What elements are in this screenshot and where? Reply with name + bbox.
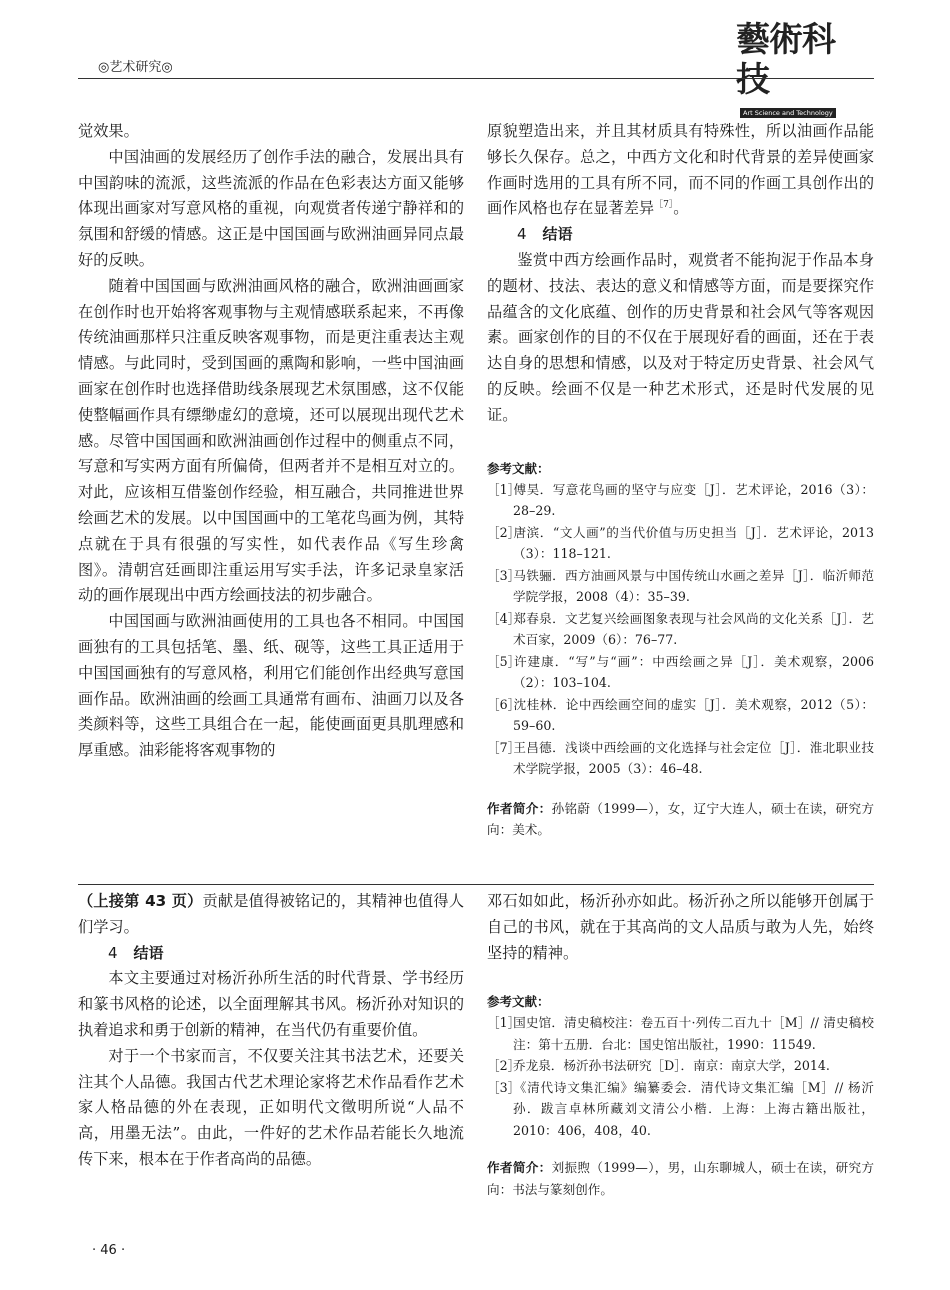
paragraph: 本文主要通过对杨沂孙所生活的时代背景、学书经历和篆书风格的论述，以全面理解其书风。杨沂孙对知识的执着追求和勇于创新的精神，在当代仍有重要价值。 (78, 969, 464, 1039)
reference-item: ［3］《清代诗文集汇编》编纂委会．清代诗文集汇编［M］// 杨沂孙．跋言卓林所藏刘文清公小楷．上海：上海古籍出版社，2010：406，408，40. (487, 1079, 874, 1138)
reference-item: ［6］沈桂林．论中西绘画空间的虚实［J］．美术观察，2012（5）：59–60. (487, 696, 874, 734)
paragraph: 觉效果。 (78, 122, 139, 140)
reference-item: ［3］马铁骊．西方油画风景与中国传统山水画之差异［J］．临沂师范学院学报，2008（4）：35–39. (487, 567, 874, 605)
paragraph: 中国油画的发展经历了创作手法的融合，发展出具有中国韵味的流派，这些流派的作品在色彩表达方面又能够体现出画家对写意风格的重视，向观赏者传递宁静祥和的氛围和舒缓的情感。这正是中国国画与欧洲油画异同点最好的反映。 (78, 147, 464, 269)
article-divider (78, 884, 874, 885)
reference-item: ［4］郑春泉．文艺复兴绘画图象表现与社会风尚的文化关系［J］．艺术百家，2009（6）：76–77. (487, 610, 874, 648)
logo-subtitle: Art Science and Technology (740, 108, 836, 118)
journal-logo (736, 20, 846, 117)
reference-item: ［1］傅昊．写意花鸟画的坚守与应变［J］．艺术评论，2016（3）：28–29. (487, 481, 874, 519)
reference-list (487, 1012, 874, 1141)
references-title: 参考文献： (487, 460, 550, 476)
section-heading: 4 结语 (517, 225, 573, 244)
paragraph: 对于一个书家而言，不仅要关注其书法艺术，还要关注其个人品德。我国古代艺术理论家将艺术作品看作艺术家人格品德的外在表现，正如明代文徵明所说“人品不高，用墨无法”。由此，一件好的艺术作品若能长久地流传下来，根本在于作者高尚的品德。 (78, 1046, 464, 1168)
paragraph: 邓石如如此，杨沂孙亦如此。杨沂孙之所以能够开创属于自己的书风，就在于其高尚的文人品质与敢为人先，始终坚持的精神。 (487, 892, 874, 962)
reference-item: ［2］乔龙泉．杨沂孙书法研究［D］．南京：南京大学，2014. (487, 1058, 830, 1074)
paragraph: 鉴赏中西方绘画作品时，观赏者不能拘泥于作品本身的题材、技法、表达的意义和情感等方面，而是要探究作品蕴含的文化底蕴、创作的历史背景和社会风气等客观因素。画家创作的目的不仅在于展现好看的画面，还在于表达自身的思想和情感，以及对于特定历史背景、社会风气的反映。绘画不仅是一种艺术形式，还是时代发展的见证。 (487, 250, 874, 424)
paragraph: （上接第 43 页）贡献是值得被铭记的，其精神也值得人们学习。 (78, 892, 464, 936)
reference-list (487, 479, 874, 780)
reference-item: ［7］王昌德．浅谈中西绘画的文化选择与社会定位［J］．淮北职业技术学院学报，2005（3）：46–48. (487, 739, 874, 777)
bottom-right-column (487, 889, 874, 1200)
continuation-label: （上接第 43 页） (78, 892, 203, 910)
header-rule (78, 78, 874, 79)
author-info: 作者简介：刘振煦（1999—），男，山东聊城人，硕士在读，研究方向：书法与篆刻创作。 (487, 1160, 874, 1197)
bottom-left-column (78, 889, 464, 1173)
reference-item: ［5］许建康．“写”与“画”：中西绘画之异［J］．美术观察，2006（2）：103–104. (487, 653, 874, 691)
paragraph: 原貌塑造出来，并且其材质具有特殊性，所以油画作品能够长久保存。总之，中西方文化和时代背景的差异使画家作画时选用的工具有所不同，而不同的作画工具创作出的画作风格也存在显著差异$^{[7]}$。 (487, 122, 874, 218)
top-left-column (78, 119, 464, 764)
section-tag: ◎艺术研究◎ (98, 60, 173, 75)
author-info: 作者简介：孙铭蔚（1999—），女，辽宁大连人，硕士在读，研究方向：美术。 (487, 800, 874, 838)
logo-title: 藝術科技 (736, 20, 835, 100)
reference-item: ［1］国史馆．清史稿校注：卷五百十·列传二百九十［M］// 清史稿校注：第十五册．台北：国史馆出版社，1990：11549. (487, 1015, 874, 1052)
paragraph: 随着中国国画与欧洲油画风格的融合，欧洲油画画家在创作时也开始将客观事物与主观情感联系起来，不再像传统油画那样只注重反映客观事物，而是更注重表达主观情感。与此同时，受到国画的熏陶和影响，一些中国油画画家在创作时也选择借助线条展现艺术氛围感，这不仅能使整幅画作具有缥缈虚幻的意境，还可以展现出现代艺术感。尽管中国国画和欧洲油画创作过程中的侧重点不同，写意和写实两方面有所偏倚，但两者并不是相互对立的。对此，应该相互借鉴创作经验，相互融合，共同推进世界绘画艺术的发展。以中国国画中的工笔花鸟画为例，其特点就在于具有很强的写实性，如代表作品《写生珍禽图》。清朝宫廷画即注重运用写实手法，许多记录皇家活动的画作展现出中西方绘画技法的初步融合。 (78, 276, 464, 605)
page-number: · 46 · (92, 1243, 126, 1258)
references-title: 参考文献： (487, 994, 550, 1010)
section-heading: 4 结语 (108, 943, 164, 962)
citation: ［7］ (654, 200, 674, 211)
paragraph: 中国国画与欧洲油画使用的工具也各不相同。中国国画独有的工具包括笔、墨、纸、砚等，这些工具正适用于中国国画独有的写意风格，利用它们能创作出经典写意国画作品。欧洲油画的绘画工具通常有画布、油画刀以及各类颜料等，这些工具组合在一起，能使画面更具肌理感和厚重感。油彩能将客观事物的 (78, 612, 464, 760)
top-right-column (487, 119, 874, 841)
reference-item: ［2］唐滨．“文人画”的当代价值与历史担当［J］．艺术评论，2013（3）：118–121. (487, 524, 874, 562)
